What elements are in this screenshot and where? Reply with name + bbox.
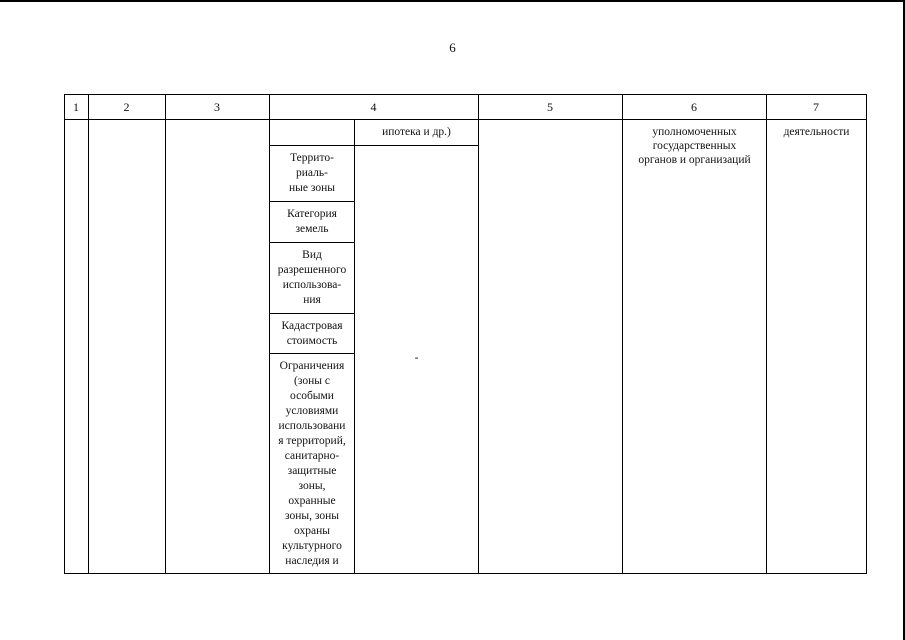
page-number: 6 xyxy=(449,40,456,55)
col4-row-border-5 xyxy=(269,353,355,354)
column-header-3: 3 xyxy=(214,100,220,114)
header-row-border xyxy=(64,119,867,120)
column-header-7: 7 xyxy=(813,100,819,114)
col4-row-border-3 xyxy=(269,242,355,243)
scan-edge-top xyxy=(0,0,905,2)
col4-top-text: ипотека и др.) xyxy=(382,126,451,138)
col-border-4-5 xyxy=(478,94,479,574)
col4-inner-divider xyxy=(354,119,355,574)
col6-text: уполномоченных государственных органов и организаций xyxy=(638,126,751,166)
col-border-1-2 xyxy=(88,94,89,574)
col4-row-border-4 xyxy=(269,313,355,314)
table-border-bottom xyxy=(64,573,867,574)
column-header-1: 1 xyxy=(73,100,79,114)
col4-value: - xyxy=(414,352,419,364)
column-header-2: 2 xyxy=(123,100,130,114)
column-header-6: 6 xyxy=(691,100,697,114)
column-header-4: 4 xyxy=(370,100,377,114)
table-border-top xyxy=(64,94,867,95)
col4-sublabel-permitted-use: Вид разрешенного использова- ния xyxy=(277,249,347,306)
column-header-5: 5 xyxy=(547,100,553,114)
col4-sublabel-restrictions: Ограничения (зоны с особыми условиями использовани я территорий, санитарно- защитные зоны, охранные зоны, зоны охраны культурного наследия и xyxy=(278,360,346,567)
col4-sublabel-territorial-zones: Террито- риаль- ные зоны xyxy=(289,152,335,194)
col7-text: деятельности xyxy=(783,126,850,138)
col-border-6-7 xyxy=(766,94,767,574)
col4-sublabel-land-category: Категория земель xyxy=(287,208,337,235)
col-border-2-3 xyxy=(165,94,166,574)
col-border-left xyxy=(64,94,65,574)
col4-row-border-2 xyxy=(269,201,355,202)
col-border-right xyxy=(866,94,867,574)
col4-sublabel-cadastral-value: Кадастровая стоимость xyxy=(281,320,343,347)
document-table xyxy=(64,94,867,574)
col4-row-border-1 xyxy=(269,145,478,146)
